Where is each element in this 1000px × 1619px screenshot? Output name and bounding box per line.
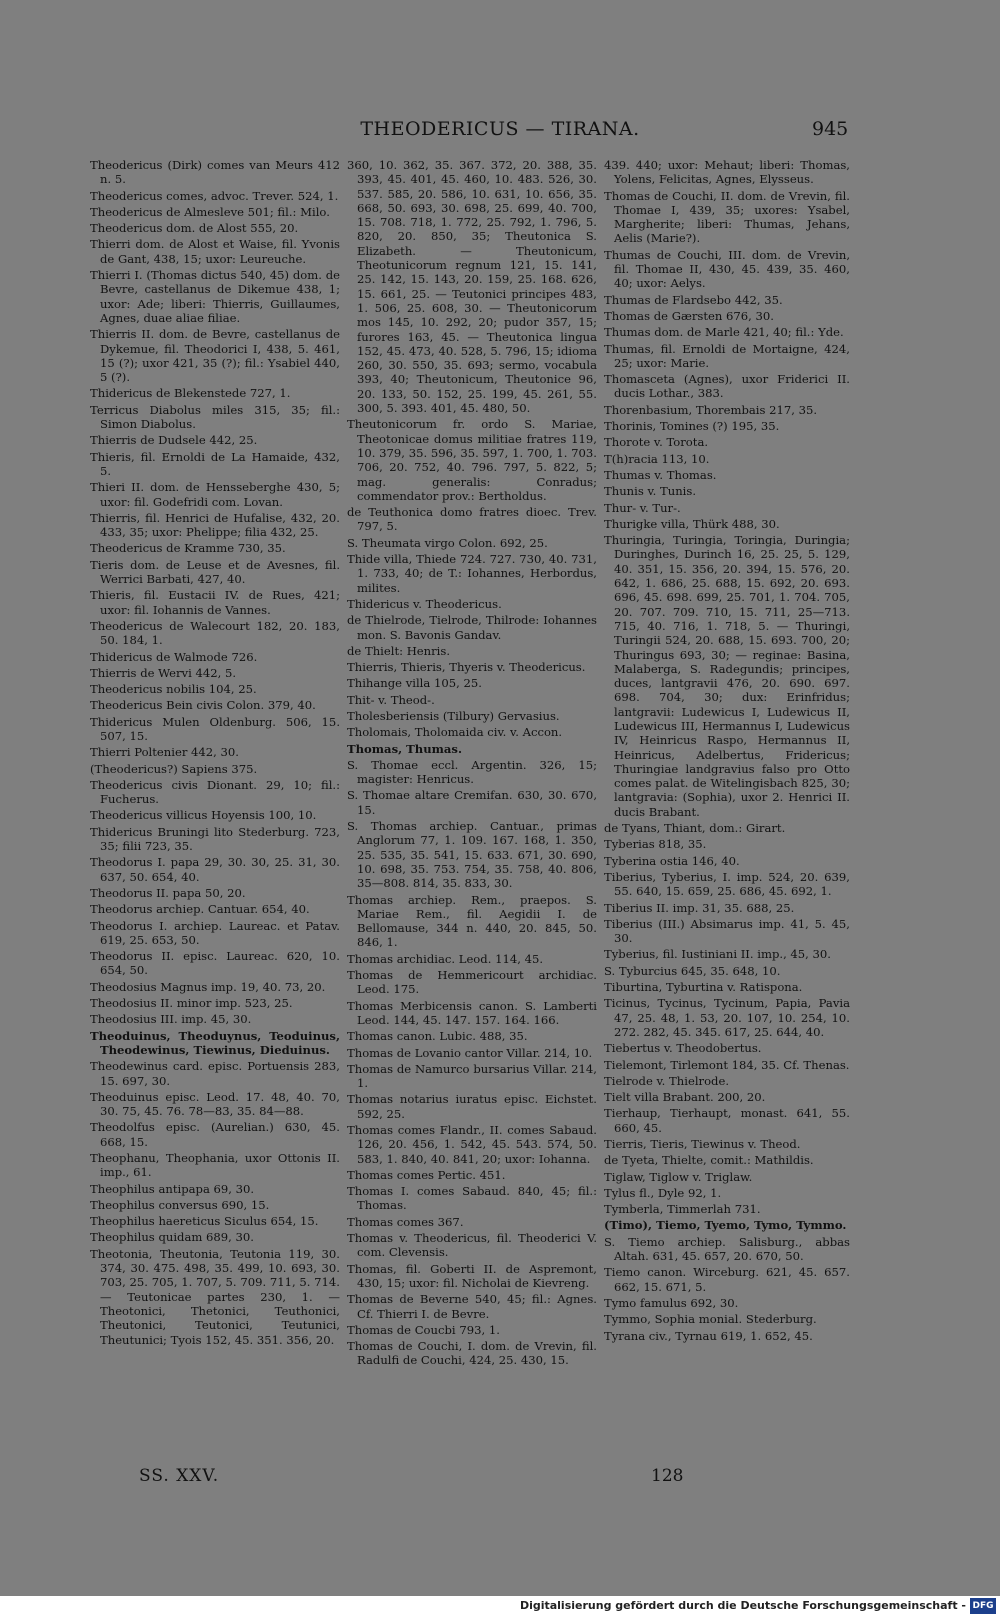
index-entry: Thomas de Hemmericourt archidiac. Leod. 175. <box>347 968 597 997</box>
index-entry: Tyberias 818, 35. <box>604 837 707 852</box>
index-entry: S. Thomae eccl. Argentin. 326, 15; magister: Henricus. <box>347 757 597 787</box>
index-entry: Tholomais, Tholomaida civ. v. Accon. <box>347 725 563 740</box>
index-entry: Thierri dom. de Alost et Waise, fil. Yvonis de Gant, 438, 15; uxor: Leureuche. <box>90 237 340 266</box>
index-entry: Thierris, Thieris, Thyeris v. Theodericus. <box>347 660 586 675</box>
index-entry: Thomas notarius iuratus episc. Eichstet. 592, 25. <box>347 1092 597 1121</box>
index-entry: Thomas, fil. Goberti II. de Aspremont, 430, 15; uxor: fil. Nicholai de Kievreng. <box>347 1261 597 1290</box>
volume-signature: SS. XXV. <box>139 1466 220 1486</box>
funding-credit-text: Digitalisierung gefördert durch die Deutsche Forschungsgemeinschaft - <box>519 1599 966 1612</box>
index-entry: Thit- v. Theod-. <box>347 692 435 707</box>
index-entry: Theodericus de Walecourt 182, 20. 183, 50. 184, 1. <box>90 618 340 648</box>
index-entry: Thomas comes Flandr., II. comes Sabaud. 126, 20. 456, 1. 542, 45. 543. 574, 50. 583, 1. 840, 40. 841, 20; uxor: Iohanna. <box>347 1123 597 1166</box>
index-entry: Thomas canon. Lubic. 488, 35. <box>347 1029 528 1044</box>
index-entry: Thumas, fil. Ernoldi de Mortaigne, 424, 25; uxor: Marie. <box>604 341 850 370</box>
index-entry: Thidericus Mulen Oldenburg. 506, 15. 507, 15. <box>90 714 340 743</box>
index-entry: Theodorus II. episc. Laureac. 620, 10. 654, 50. <box>90 949 340 978</box>
index-entry: 439. 440; uxor: Mehaut; liberi: Thomas, Yolens, Felicitas, Agnes, Elysseus. <box>604 158 850 187</box>
index-entry: Tylus fl., Dyle 92, 1. <box>604 1185 722 1200</box>
index-entry: 360, 10. 362, 35. 367. 372, 20. 388, 35. 393, 45. 401, 45. 460, 10. 483. 526, 30. 537. 585, 20. 586, 10. 631, 10. 656, 35. 668, 50. 693, 30. 698, 25. 699, 40. 700, 15. 708. 718, 1. 772, 25. 792, 1. 796, 5. 820, 20. 850, 35; Theutonica S. Elizabeth. — Theutonicum, Theotunicorum regnum 121, 15. 141, 25. 142, 15. 143, 20. 159, 25. 168. 626, 15. 661, 25. — Teutonici principes 483, 1. 506, 25. 608, 30. — Theutonicorum mos 145, 10. 292, 20; pudor 357, 15; furores 163, 45. — Theutonica lingua 152, 45. 473, 40. 528, 5. 796, 15; idioma 260, 30. 550, 35. 693; sermo, vocabula 393, 40; Theutonicum, Theutonice 96, 20. 133, 50. 152, 25. 199, 45. 261, 55. 300, 5. 393. 401, 45. 480, 50. <box>347 158 597 416</box>
index-entry: Thihange villa 105, 25. <box>347 676 482 691</box>
index-entry: Thomas archiep. Rem., praepos. S. Mariae Rem., fil. Aegidii I. de Bellomause, 344 n. 440, 20. 845, 50. 846, 1. <box>347 892 597 950</box>
index-entry: Theodericus villicus Hoyensis 100, 10. <box>90 808 317 823</box>
index-entry: Thomas Merbicensis canon. S. Lamberti Leod. 144, 45. 147. 157. 164. 166. <box>347 998 597 1027</box>
index-entry: Thunis v. Tunis. <box>604 484 697 499</box>
index-entry: Theodericus dom. de Alost 555, 20. <box>90 221 299 236</box>
index-entry: Theodericus comes, advoc. Trever. 524, 1. <box>90 188 339 203</box>
index-entry: Theophilus conversus 690, 15. <box>90 1197 270 1212</box>
page-number: 945 <box>812 118 849 140</box>
index-entry: Tymmo, Sophia monial. Stederburg. <box>604 1312 817 1327</box>
index-entry: Theodewinus card. episc. Portuensis 283, 15. 697, 30. <box>90 1059 340 1088</box>
index-entry: Thur- v. Tur-. <box>604 500 681 515</box>
index-entry: Thomas de Beverne 540, 45; fil.: Agnes. Cf. Thierri I. de Bevre. <box>347 1292 597 1321</box>
index-entry: Tierhaup, Tierhaupt, monast. 641, 55. 660, 45. <box>604 1106 850 1135</box>
index-entry: Tiberius II. imp. 31, 35. 688, 25. <box>604 900 795 915</box>
index-entry: Theodorus II. papa 50, 20. <box>90 885 246 900</box>
index-entry: Theodericus nobilis 104, 25. <box>90 682 257 697</box>
index-entry: Theodorus I. archiep. Laureac. et Patav. 619, 25. 653, 50. <box>90 918 340 947</box>
index-entry: Thierris II. dom. de Bevre, castellanus de Dykemue, fil. Theodorici I, 438, 5. 461, 15 (?); uxor 421, 35 (?); fil.: Ysabiel 440, 5 (?). <box>90 327 340 385</box>
index-entry: Tiglaw, Tiglow v. Triglaw. <box>604 1169 753 1184</box>
index-entry: Tiburtina, Tyburtina v. Ratispona. <box>604 980 803 995</box>
index-entry: S. Tiemo archiep. Salisburg., abbas Altah. 631, 45. 657, 20. 670, 50. <box>604 1234 850 1264</box>
index-entry: Thierri Poltenier 442, 30. <box>90 745 239 760</box>
index-entry: T(h)racia 113, 10. <box>604 451 710 466</box>
index-entry: Thumas de Couchi, III. dom. de Vrevin, fil. Thomae II, 430, 45. 439, 35. 460, 40; uxor: Aelys. <box>604 247 850 291</box>
index-entry: Theutonicorum fr. ordo S. Mariae, Theotonicae domus militiae fratres 119, 10. 379, 35. 596, 35. 597, 1. 700, 1. 703. 706, 20. 752, 40. 796. 797, 5. 822, 5; mag. generalis: Conradus; commendator prov.: Bertholdus. <box>347 417 597 503</box>
index-entry: Thomas de Coucbi 793, 1. <box>347 1322 500 1337</box>
index-entry: Thidericus de Walmode 726. <box>90 649 258 664</box>
index-entry: Tymo famulus 692, 30. <box>604 1295 739 1310</box>
index-entry: Thomas comes 367. <box>347 1214 464 1229</box>
index-entry: Thomas de Lovanio cantor Villar. 214, 10. <box>347 1045 593 1060</box>
index-entry: Theophilus haereticus Siculus 654, 15. <box>90 1214 319 1229</box>
index-entry: Theodericus de Almesleve 501; fil.: Milo. <box>90 204 330 219</box>
index-entry: Theodosius III. imp. 45, 30. <box>90 1012 252 1027</box>
index-entry: Tielemont, Tirlemont 184, 35. Cf. Thenas. <box>604 1057 850 1072</box>
index-entry: Thierri I. (Thomas dictus 540, 45) dom. de Bevre, castellanus de Dikemue 438, 1; uxor: Ade; liberi: Thierris, Guillaumes, Agnes, duae aliae filiae. <box>90 268 340 325</box>
sheet-number: 128 <box>651 1466 684 1486</box>
index-entry: Thieris, fil. Ernoldi de La Hamaide, 432, 5. <box>90 449 340 478</box>
index-entry: Thomas de Couchi, I. dom. de Vrevin, fil. Radulfi de Couchi, 424, 25. 430, 15. <box>347 1339 597 1368</box>
index-heading: (Timo), Tiemo, Tyemo, Tymo, Tymmo. <box>604 1218 847 1233</box>
index-entry: Tiberius, Tyberius, I. imp. 524, 20. 639, 55. 640, 15. 659, 25. 686, 45. 692, 1. <box>604 869 850 899</box>
index-entry: Thurigke villa, Thürk 488, 30. <box>604 516 780 531</box>
index-entry: Thomas de Couchi, II. dom. de Vrevin, fil. Thomae I, 439, 35; uxores: Ysabel, Margherite; liberi: Thumas, Jehans, Aelis (Marie?). <box>604 188 850 246</box>
index-entry: Theodosius Magnus imp. 19, 40. 73, 20. <box>90 979 326 994</box>
index-entry: Tyberius, fil. Iustiniani II. imp., 45, 30. <box>604 947 831 962</box>
index-entry: Thomas de Gærsten 676, 30. <box>604 308 774 323</box>
index-entry: Thieris, fil. Eustacii IV. de Rues, 421; uxor: fil. Iohannis de Vannes. <box>90 588 340 617</box>
index-entry: Thierris, fil. Henrici de Hufalise, 432, 20. 433, 35; uxor: Phelippe; filia 432, 25. <box>90 510 340 540</box>
index-entry: Tierris, Tieris, Tiewinus v. Theod. <box>604 1137 801 1151</box>
index-entry: Theodolfus episc. (Aurelian.) 630, 45. 668, 15. <box>90 1120 340 1149</box>
index-entry: Theoduinus episc. Leod. 17. 48, 40. 70, 30. 75, 45. 76. 78—83, 35. 84—88. <box>90 1089 340 1119</box>
index-entry: Tiebertus v. Theodobertus. <box>604 1041 762 1056</box>
index-entry: S. Thomae altare Cremifan. 630, 30. 670, 15. <box>347 788 597 817</box>
index-entry: Thieri II. dom. de Hensseberghe 430, 5; uxor: fil. Godefridi com. Lovan. <box>90 480 340 509</box>
index-entry: Tyberina ostia 146, 40. <box>604 853 740 868</box>
index-entry: Thomas v. Theodericus, fil. Theoderici V. com. Clevensis. <box>347 1231 597 1260</box>
index-entry: Tyrana civ., Tyrnau 619, 1. 652, 45. <box>604 1328 813 1343</box>
index-entry: Tiemo canon. Wirceburg. 621, 45. 657. 662, 15. 671, 5. <box>604 1265 850 1294</box>
index-entry: Thomas I. comes Sabaud. 840, 45; fil.: Thomas. <box>347 1184 597 1213</box>
index-entry: (Theodericus?) Sapiens 375. <box>90 761 258 776</box>
index-entry: Theotonia, Theutonia, Teutonia 119, 30. 374, 30. 475. 498, 35. 499, 10. 693, 30. 703, 25. 705, 1. 707, 5. 709. 711, 5. 714. — Teutonicae partes 230, 1. — Theotonici, Thetonici, Teuthonici, Theutonici, Teutonici, Teutunici, Theutunici; Tyois 152, 45. 351. 356, 20. <box>90 1246 340 1347</box>
index-entry: Theophilus antipapa 69, 30. <box>90 1181 255 1196</box>
index-entry: de Tyans, Thiant, dom.: Girart. <box>604 821 786 836</box>
index-entry: S. Theumata virgo Colon. 692, 25. <box>347 535 548 550</box>
index-entry: de Thielrode, Tielrode, Thilrode: Iohannes mon. S. Bavonis Gandav. <box>347 613 597 642</box>
index-entry: Theophanu, Theophania, uxor Ottonis II. imp., 61. <box>90 1151 340 1180</box>
index-entry: Tielrode v. Thielrode. <box>604 1073 730 1088</box>
index-entry: Thierris de Dudsele 442, 25. <box>90 433 258 448</box>
index-entry: Theodericus Bein civis Colon. 379, 40. <box>90 698 316 713</box>
index-heading: Theoduinus, Theoduynus, Teoduinus, Theodewinus, Tiewinus, Dieduinus. <box>90 1028 340 1057</box>
index-entry: S. Tyburcius 645, 35. 648, 10. <box>604 963 781 978</box>
index-entry: Thomas de Namurco bursarius Villar. 214, 1. <box>347 1061 597 1091</box>
index-entry: Thorote v. Torota. <box>604 435 709 450</box>
running-head-title: THEODERICUS — TIRANA. <box>360 118 640 140</box>
index-heading: Thomas, Thumas. <box>347 741 462 756</box>
index-column-left <box>90 158 340 1349</box>
index-entry: Theodericus (Dirk) comes van Meurs 412 n. 5. <box>90 158 340 187</box>
index-entry: de Thielt: Henris. <box>347 643 451 658</box>
index-entry: Ticinus, Tycinus, Tycinum, Papia, Pavia 47, 25. 48, 1. 53, 20. 107, 10. 254, 10. 272. 282, 45. 345. 617, 25. 644, 40. <box>604 996 850 1039</box>
index-entry: Thumas de Flardsebo 442, 35. <box>604 292 783 307</box>
index-entry: Thumas dom. de Marle 421, 40; fil.: Yde. <box>604 325 844 340</box>
digitization-credit-bar <box>0 1596 1000 1619</box>
index-entry: Terricus Diabolus miles 315, 35; fil.: Simon Diabolus. <box>90 402 340 432</box>
index-entry: Theodericus de Kramme 730, 35. <box>90 541 286 556</box>
index-entry: Thide villa, Thiede 724. 727. 730, 40. 731, 1. 733, 40; de T.: Iohannes, Herbordus, milites. <box>347 552 597 595</box>
index-entry: Tholesberiensis (Tilbury) Gervasius. <box>347 708 560 723</box>
index-entry: Tielt villa Brabant. 200, 20. <box>604 1090 766 1105</box>
index-entry: de Tyeta, Thielte, comit.: Mathildis. <box>604 1153 814 1168</box>
index-entry: Thomasceta (Agnes), uxor Friderici II. ducis Lothar., 383. <box>604 372 850 401</box>
index-entry: Tieris dom. de Leuse et de Avesnes, fil. Werrici Barbati, 427, 40. <box>90 557 340 587</box>
index-entry: Thuringia, Turingia, Toringia, Duringia; Duringhes, Durinch 16, 25. 25, 5. 129, 40. 351, 15. 356, 20. 394, 15. 576, 20. 642, 1. 686, 25. 688, 15. 692, 20. 693. 696, 45. 698. 699, 25. 701, 1. 704. 705, 20. 707. 709. 710, 15. 711, 25—713. 715, 40. 716, 1. 718, 5. — Thuringi, Turingii 524, 20. 688, 15. 693. 700, 20; Thuringus 693, 30; — reginae: Basina, Malaberga, S. Radegundis; principes, duces, lantgravii 476, 20. 690. 697. 698. 704, 30; dux: Erinfridus; lantgravii: Ludewicus I, Ludewicus II, Ludewicus III, Hermannus I, Ludewicus IV, Heinricus Raspo, Hermannus II, Heinricus, Adelbertus, Fridericus; Thuringiae landgravius falso pro Otto comes palat. de Witelingisbach 825, 30; lantgravia: (Sophia), uxor 2. Henrici II. ducis Brabant. <box>604 533 850 819</box>
index-entry: Theodorus archiep. Cantuar. 654, 40. <box>90 902 310 917</box>
index-entry: Thomas archidiac. Leod. 114, 45. <box>347 951 544 966</box>
index-entry: Thierris de Wervi 442, 5. <box>90 665 237 680</box>
index-entry: Thorenbasium, Thorembais 217, 35. <box>604 402 818 417</box>
index-entry: Theophilus quidam 689, 30. <box>90 1230 254 1245</box>
index-column-middle <box>347 158 597 1370</box>
index-entry: Theodericus civis Dionant. 29, 10; fil.: Fucherus. <box>90 777 340 807</box>
index-entry: Tiberius (III.) Absimarus imp. 41, 5. 45, 30. <box>604 916 850 946</box>
index-entry: Thomas comes Pertic. 451. <box>347 1167 506 1182</box>
index-entry: Thorinis, Tomines (?) 195, 35. <box>604 419 780 434</box>
index-entry: S. Thomas archiep. Cantuar., primas Anglorum 77, 1. 109. 167. 168, 1. 350, 25. 535, 35. 541, 15. 633. 671, 30. 690, 10. 698, 35. 753. 754, 35. 758, 40. 806, 35—808. 814, 35. 833, 30. <box>347 819 597 891</box>
index-entry: Thumas v. Thomas. <box>604 467 717 482</box>
index-entry: Thidericus v. Theodericus. <box>347 596 502 611</box>
dfg-logo: DFG <box>970 1598 996 1614</box>
index-entry: Thidericus de Blekenstede 727, 1. <box>90 386 291 401</box>
index-entry: Theodosius II. minor imp. 523, 25. <box>90 996 293 1011</box>
index-column-right <box>604 158 850 1345</box>
index-entry: Thidericus Bruningi lito Stederburg. 723, 35; filii 723, 35. <box>90 824 340 854</box>
index-entry: Tymberla, Timmerlah 731. <box>604 1202 761 1217</box>
index-entry: Theodorus I. papa 29, 30. 30, 25. 31, 30. 637, 50. 654, 40. <box>90 855 340 884</box>
index-entry: de Teuthonica domo fratres dioec. Trev. 797, 5. <box>347 505 597 534</box>
